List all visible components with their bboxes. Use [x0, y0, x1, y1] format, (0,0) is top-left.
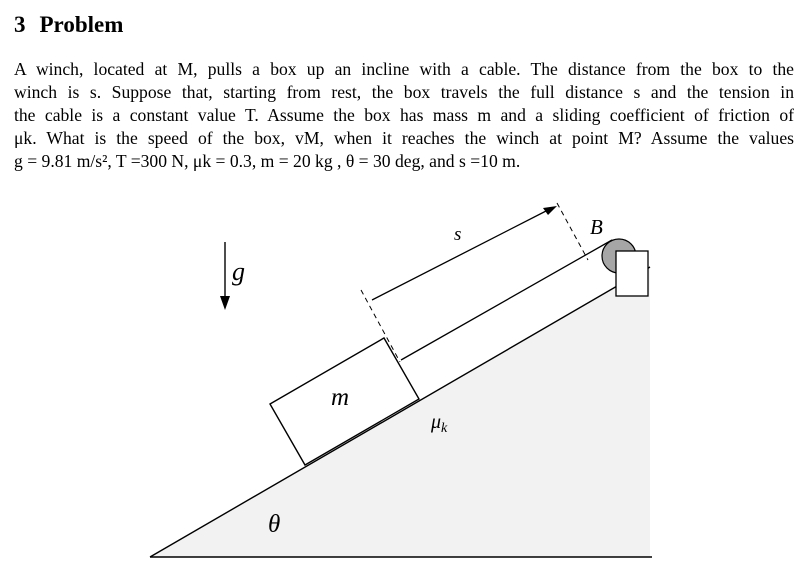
label-B: B	[590, 215, 603, 239]
problem-line-4: μk. What is the speed of the box, vM, when it reaches the winch at point M? Assume the values	[14, 128, 794, 148]
winch-block	[616, 251, 648, 296]
problem-line-1: A winch, located at M, pulls a box up an incline with a cable. The distance from the box to the	[14, 59, 794, 79]
dimension-extension-right	[557, 203, 588, 260]
label-g: g	[232, 257, 245, 286]
problem-line-2: winch is s. Suppose that, starting from rest, the box travels the full distance s and the tension in	[14, 82, 794, 102]
section-title: Problem	[39, 12, 124, 37]
label-theta: θ	[268, 511, 281, 538]
gravity-arrowhead	[220, 296, 230, 310]
label-mu-k: $\mu_k$	[431, 411, 448, 436]
label-s: s	[454, 224, 462, 245]
problem-line-5: g = 9.81 m/s², T =300 N, μk = 0.3, m = 20 kg , θ = 30 deg, and s =10 m.	[14, 151, 521, 171]
problem-line-3: the cable is a constant value T. Assume the box has mass m and a sliding coefficient of friction of	[14, 105, 794, 125]
section-number: 3	[14, 12, 26, 37]
label-m: m	[331, 384, 350, 411]
dimension-arrowhead	[543, 206, 557, 215]
